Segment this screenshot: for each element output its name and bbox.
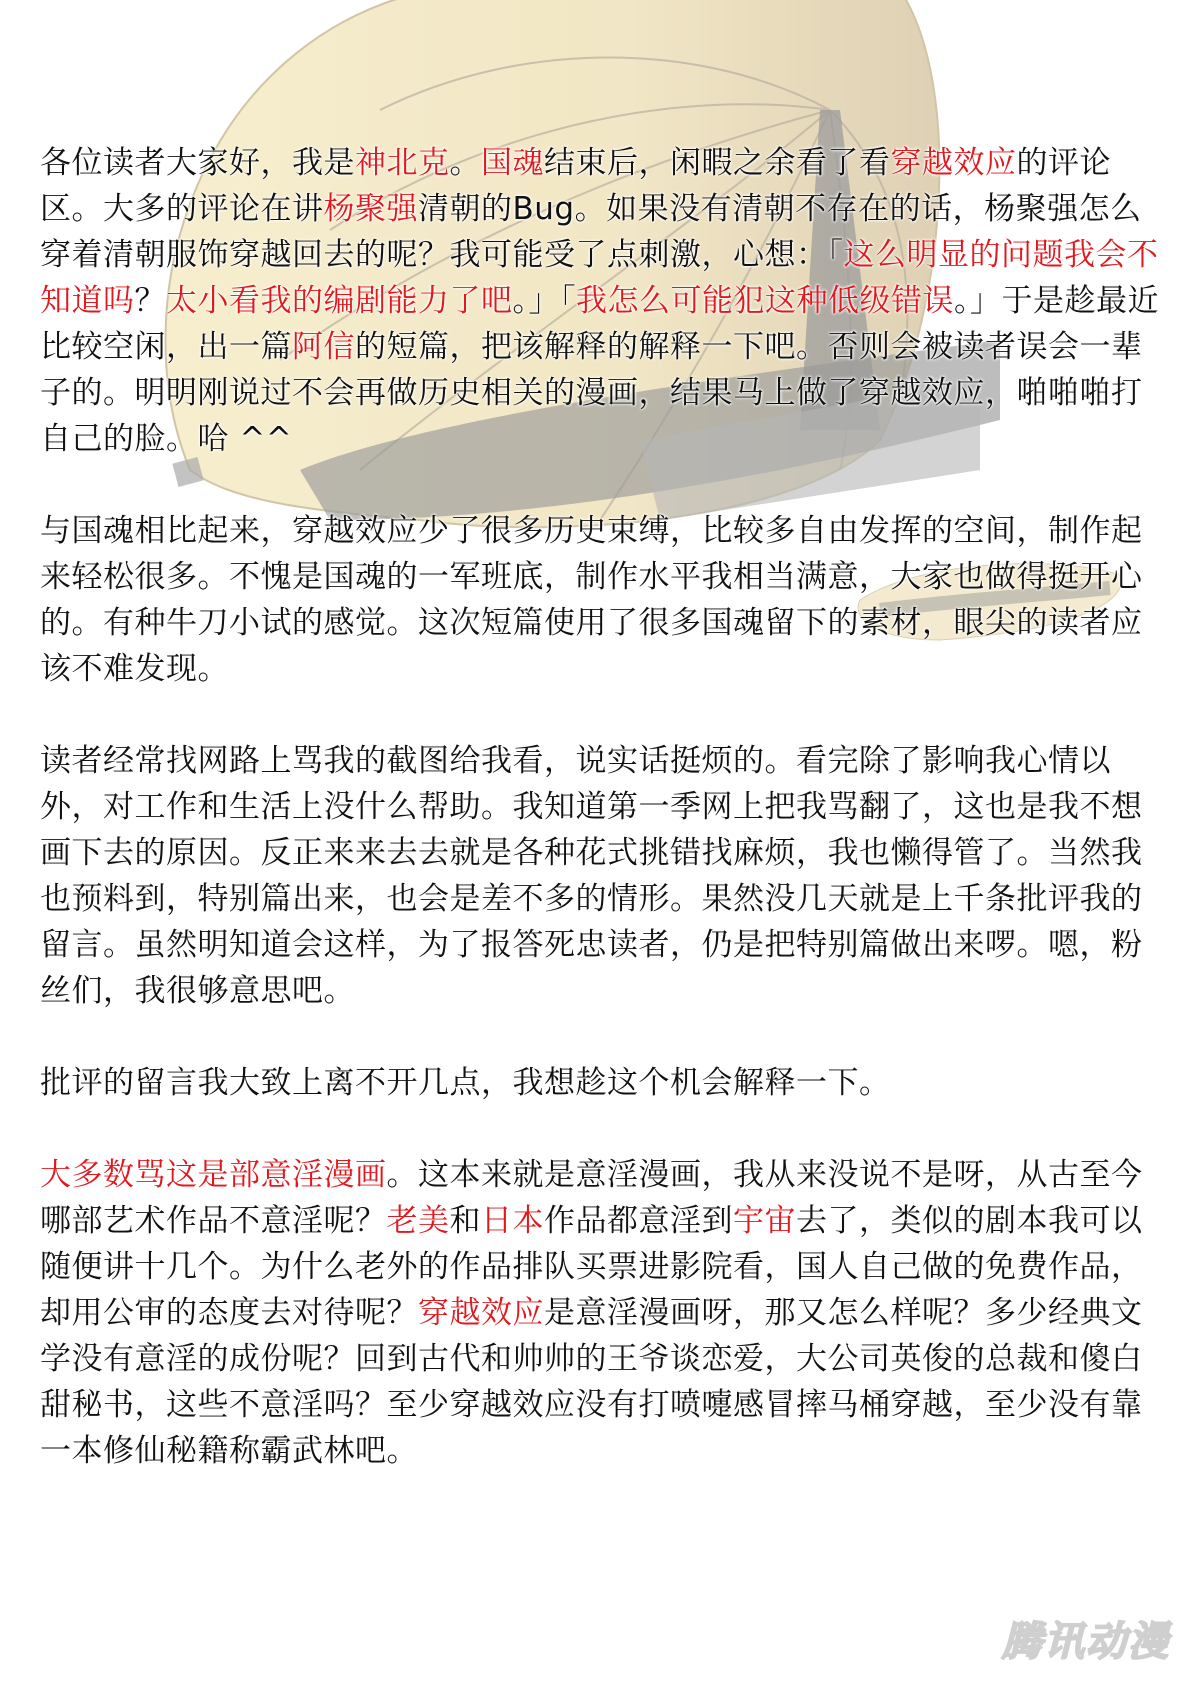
highlighted-text: 国魂: [481, 145, 544, 181]
highlighted-text: 太小看我的编剧能力了吧: [166, 283, 513, 319]
highlighted-text: 大多数骂这是部意淫漫画: [40, 1157, 387, 1193]
highlighted-text: 阿信: [292, 329, 355, 365]
body-text: 读者经常找网路上骂我的截图给我看，说实话挺烦的。看完除了影响我心情以外，对工作和生活上没什么帮助。我知道第一季网上把我骂翻了，这也是我不想画下去的原因。反正来来去去就是各种花式挑错找麻烦，我也懒得管了。当然我也预料到，特别篇出来，也会是差不多的情形。果然没几天就是上千条批评我的留言。虽然明知道会这样，为了报答死忠读者，仍是把特别篇做出来啰。嗯，粉丝们，我很够意思吧。: [40, 743, 1143, 1009]
body-text: 批评的留言我大致上离不开几点，我想趁这个机会解释一下。: [40, 1065, 891, 1101]
highlighted-text: 宇宙: [733, 1203, 796, 1239]
body-text: 结束后，闲暇之余看了看: [544, 145, 891, 181]
highlighted-text: 穿越效应: [890, 145, 1017, 181]
body-text: ？: [134, 283, 166, 319]
highlighted-text: 这么明显的问题我会不知道吗: [40, 237, 1159, 319]
body-text: 。这本来就是意淫漫画，我从来没说不是呀，从古至今哪部艺术作品不意淫呢？: [40, 1157, 1143, 1239]
highlighted-text: 穿越效应: [418, 1295, 544, 1331]
body-text: 。」「: [512, 283, 576, 319]
body-text: 。: [449, 145, 481, 181]
highlighted-text: 日本: [481, 1203, 544, 1239]
body-text: 是意淫漫画呀，那又怎么样呢？多少经典文学没有意淫的成份呢？回到古代和帅帅的王爷谈恋爱，大公司英俊的总裁和傻白甜秘书，这些不意淫吗？至少穿越效应没有打喷嚏感冒摔马桶穿越，至少没有靠一本修仙秘籍称霸武林吧。: [40, 1295, 1143, 1469]
paragraph-criticism: [40, 738, 1170, 1014]
highlighted-text: 我怎么可能犯这种低级错误: [576, 283, 954, 319]
body-text: 去了，类似的剧本我可以随便讲十几个。为什么老外的作品排队买票进影院看，国人自己做的免费作品，却用公审的态度去对待呢？: [40, 1203, 1143, 1331]
paragraph-intro: [40, 140, 1170, 462]
body-text: 各位读者大家好，我是: [40, 145, 355, 181]
body-text: 的短篇，把该解释的解释一下吧。否则会被读者误会一辈子的。明明刚说过不会再做历史相关的漫画，结果马上做了穿越效应，啪啪啪打自己的脸。哈 ^^: [40, 329, 1143, 457]
tencent-comics-watermark-logo: 腾讯动漫: [1002, 1619, 1170, 1665]
paragraph-point-one: [40, 1152, 1170, 1474]
paragraph-explanation-intro: [40, 1060, 1170, 1106]
body-text: 作品都意淫到: [544, 1203, 733, 1239]
body-text: 清朝的Bug。如果没有清朝不存在的话，杨聚强怎么穿着清朝服饰穿越回去的呢？我可能受了点刺激，心想：「: [40, 191, 1142, 273]
paragraph-comparison: [40, 508, 1170, 692]
highlighted-text: 杨聚强: [323, 191, 418, 227]
body-text: 和: [449, 1203, 481, 1239]
highlighted-text: 老美: [386, 1203, 450, 1239]
author-note: [40, 140, 1170, 1520]
body-text: 与国魂相比起来，穿越效应少了很多历史束缚，比较多自由发挥的空间，制作起来轻松很多。不愧是国魂的一军班底，制作水平我相当满意，大家也做得挺开心的。有种牛刀小试的感觉。这次短篇使用了很多国魂留下的素材，眼尖的读者应该不难发现。: [40, 513, 1143, 687]
highlighted-text: 神北克: [355, 145, 450, 181]
body-text: 的评论区。大多的评论在讲: [40, 145, 1111, 227]
body-text: 。」于是趁最近比较空闲，出一篇: [40, 283, 1159, 365]
